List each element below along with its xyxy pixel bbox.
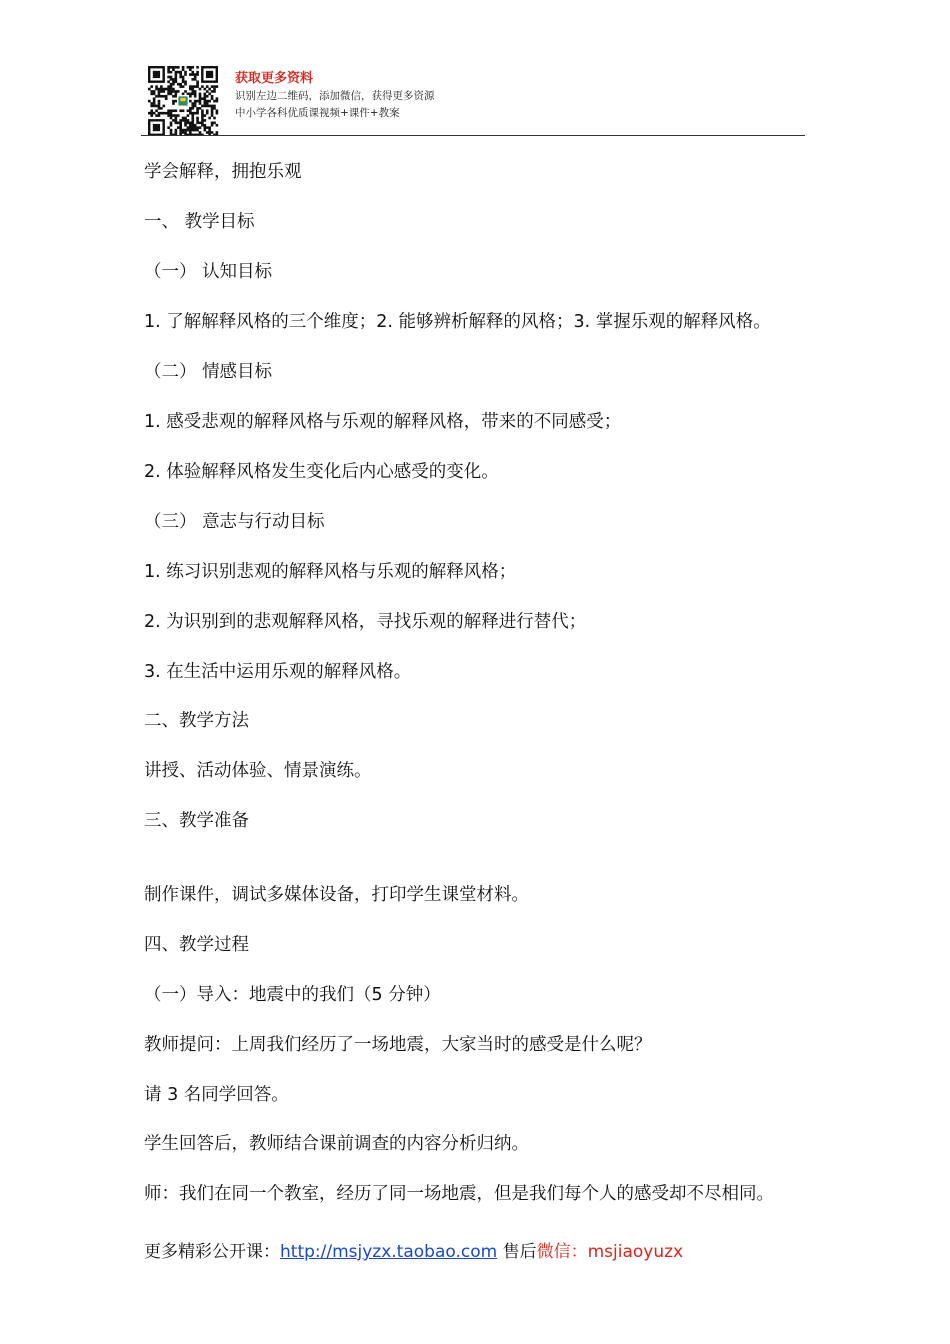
paragraph: 1. 了解解释风格的三个维度；2. 能够辨析解释的风格；3. 掌握乐观的解释风格。: [144, 312, 771, 332]
footer-wechat-label: 微信：: [536, 1242, 588, 1262]
subsection-heading: （一） 认知目标: [144, 262, 273, 282]
paragraph: 2. 为识别到的悲观解释风格，寻找乐观的解释进行替代；: [144, 612, 587, 632]
section-heading: 二、教学方法: [144, 711, 249, 731]
document-title: 学会解释，拥抱乐观: [144, 162, 302, 182]
paragraph: 3. 在生活中运用乐观的解释风格。: [144, 662, 412, 682]
footer-after: 售后: [497, 1242, 537, 1262]
subsection-heading: （三） 意志与行动目标: [144, 512, 325, 532]
promo-line-2: 中小学各科优质课视频+课件+教案: [235, 107, 400, 119]
paragraph: 2. 体验解释风格发生变化后内心感受的变化。: [144, 462, 499, 482]
paragraph: 1. 感受悲观的解释风格与乐观的解释风格，带来的不同感受；: [144, 412, 622, 432]
paragraph: 1. 练习识别悲观的解释风格与乐观的解释风格；: [144, 562, 517, 582]
paragraph: 制作课件，调试多媒体设备，打印学生课堂材料。: [144, 885, 529, 905]
footer-label: 更多精彩公开课：: [144, 1242, 280, 1262]
promo-title: 获取更多资料: [235, 71, 314, 86]
footer-wechat-id: msjiaoyuzx: [587, 1242, 684, 1262]
header-divider: [141, 135, 805, 136]
promo-header: [141, 64, 805, 136]
paragraph: 教师提问：上周我们经历了一场地震，大家当时的感受是什么呢？: [144, 1035, 652, 1055]
page-footer: [144, 1240, 683, 1264]
paragraph: 讲授、活动体验、情景演练。: [144, 761, 372, 781]
footer-link[interactable]: http://msjyzx.taobao.com: [280, 1242, 498, 1262]
section-heading: 一、 教学目标: [144, 212, 255, 232]
subsection-heading: （二） 情感目标: [144, 362, 273, 382]
section-heading: 三、教学准备: [144, 811, 249, 831]
promo-text: [235, 70, 435, 122]
subsection-heading: （一）导入：地震中的我们（5 分钟）: [144, 985, 441, 1005]
promo-line-1: 识别左边二维码，添加微信，获得更多资源: [235, 90, 435, 102]
qr-code-icon: [141, 66, 225, 136]
paragraph: 师：我们在同一个教室，经历了同一场地震，但是我们每个人的感受却不尽相同。: [144, 1184, 774, 1204]
paragraph: 请 3 名同学回答。: [144, 1085, 289, 1105]
paragraph: 学生回答后，教师结合课前调查的内容分析归纳。: [144, 1134, 529, 1154]
section-heading: 四、教学过程: [144, 935, 249, 955]
